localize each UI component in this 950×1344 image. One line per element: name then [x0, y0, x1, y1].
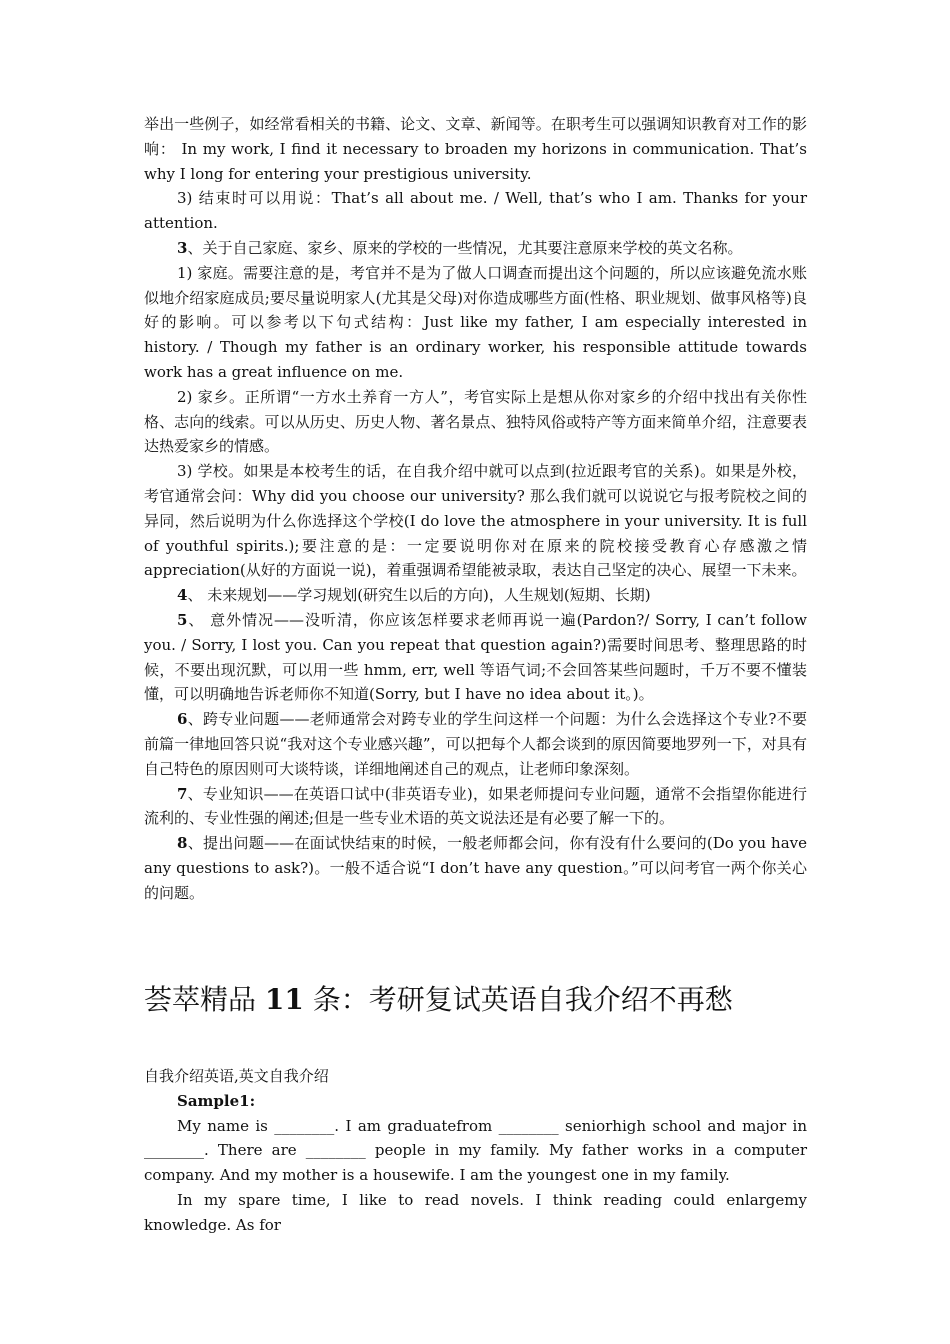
item-number: 5: [177, 610, 188, 629]
paragraph-hometown: 2) 家乡。正所谓“一方水土养育一方人”，考官实际上是想从你对家乡的介绍中找出有关你性格、志向的线索。可以从历史、历史人物、著名景点、独特风俗或特产等方面来简单介绍，注意要表达热爱家乡的情感。: [144, 387, 807, 456]
paragraph-closing: 3) 结束时可以用说：That’s all about me. / Well, that’s who I am. Thanks for your attention.: [144, 189, 807, 233]
section-heading: [144, 980, 807, 1020]
item-text: 、专业知识——在英语口试中(非英语专业)，如果老师提问专业问题，通常不会指望你能进行流利的、专业性强的阐述;但是一些专业术语的英文说法还是有必要了解一下的。: [144, 784, 807, 828]
item-text: 、 未来规划——学习规划(研究生以后的方向)，人生规划(短期、长期): [187, 586, 651, 605]
section-subtitle: 自我介绍英语,英文自我介绍: [144, 1067, 329, 1085]
sample-paragraph-1: My name is ________. I am graduatefrom ________ seniorhigh school and major in ________. There are ________ people in my family. My father works in a computer company. And my mother is a housewife. I am the youngest one in my family.: [144, 1116, 807, 1185]
item-number: 8: [177, 834, 188, 853]
item-number: 3: [177, 238, 188, 257]
document-body: [144, 112, 807, 906]
paragraph-school: 3) 学校。如果是本校考生的话，在自我介绍中就可以点到(拉近跟考官的关系)。如果是外校，考官通常会问：Why did you choose our university? 那么我们就可以说说它与报考院校之间的异同，然后说明为什么你选择这个学校(I do love the atmosphere in your university. It is full of youthful spirits.);要注意的是：一定要说明你对在原来的院校接受教育心存感激之情appreciation(从好的方面说一说)，着重强调希望能被录取，表达自己坚定的决心、展望一下未来。: [144, 462, 807, 580]
paragraph-item-5: [144, 608, 807, 707]
paragraph-item-7: [144, 782, 807, 832]
paragraph-examples: 举出一些例子，如经常看相关的书籍、论文、文章、新闻等。在职考生可以强调知识教育对工作的影响： In my work, I find it necessary to broaden my horizons in communication. That’s why I long for entering your prestigious university.: [144, 115, 807, 183]
paragraph-item-3: [144, 236, 807, 261]
paragraph-item-8: [144, 831, 807, 905]
paragraph-family: 1) 家庭。需要注意的是，考官并不是为了做人口调查而提出这个问题的，所以应该避免流水账似地介绍家庭成员;要尽量说明家人(尤其是父母)对你造成哪些方面(性格、职业规划、做事风格等)良好的影响。可以参考以下句式结构：Just like my father, I am especially interested in history. / Though my father is an ordinary worker, his responsible attitude towards work has a great influence on me.: [144, 263, 807, 381]
heading-prefix: 荟萃精品: [144, 983, 265, 1016]
item-text: 、 意外情况——没听清，你应该怎样要求老师再说一遍(Pardon?/ Sorry, I can’t follow you. / Sorry, I lost you. Can you repeat that question again?)需要时间思考、整理思路的时候，不要出现沉默，可以用一些 hmm, err, well 等语气词;不会回答某些问题时，千万不要不懂装懂，可以明确地告诉老师你不知道(Sorry, but I have no idea about it。)。: [144, 610, 807, 704]
item-text: 、跨专业问题——老师通常会对跨专业的学生问这样一个问题：为什么会选择这个专业?不要前篇一律地回答只说“我对这个专业感兴趣”，可以把每个人都会谈到的原因简要地罗列一下，对具有自己特色的原因则可大谈特谈，详细地阐述自己的观点，让老师印象深刻。: [144, 710, 807, 778]
heading-suffix: 条：考研复试英语自我介绍不再愁: [303, 983, 733, 1016]
item-text: 、关于自己家庭、家乡、原来的学校的一些情况，尤其要注意原来学校的英文名称。: [187, 238, 743, 257]
item-text: 、提出问题——在面试快结束的时候，一般老师都会问，你有没有什么要问的(Do you have any questions to ask?)。一般不适合说“I don’t have any question。”可以问考官一两个你关心的问题。: [144, 834, 807, 902]
item-number: 4: [177, 586, 188, 605]
sample-paragraph-2: In my spare time, I like to read novels. I think reading could enlargemy knowledge. As for: [144, 1190, 807, 1234]
item-number: 6: [177, 710, 188, 729]
sample-label: Sample1:: [177, 1091, 256, 1110]
heading-number: 11: [264, 983, 304, 1016]
item-number: 7: [177, 784, 188, 803]
sample-section: [144, 1064, 807, 1238]
paragraph-item-4: [144, 583, 807, 608]
paragraph-item-6: [144, 707, 807, 781]
